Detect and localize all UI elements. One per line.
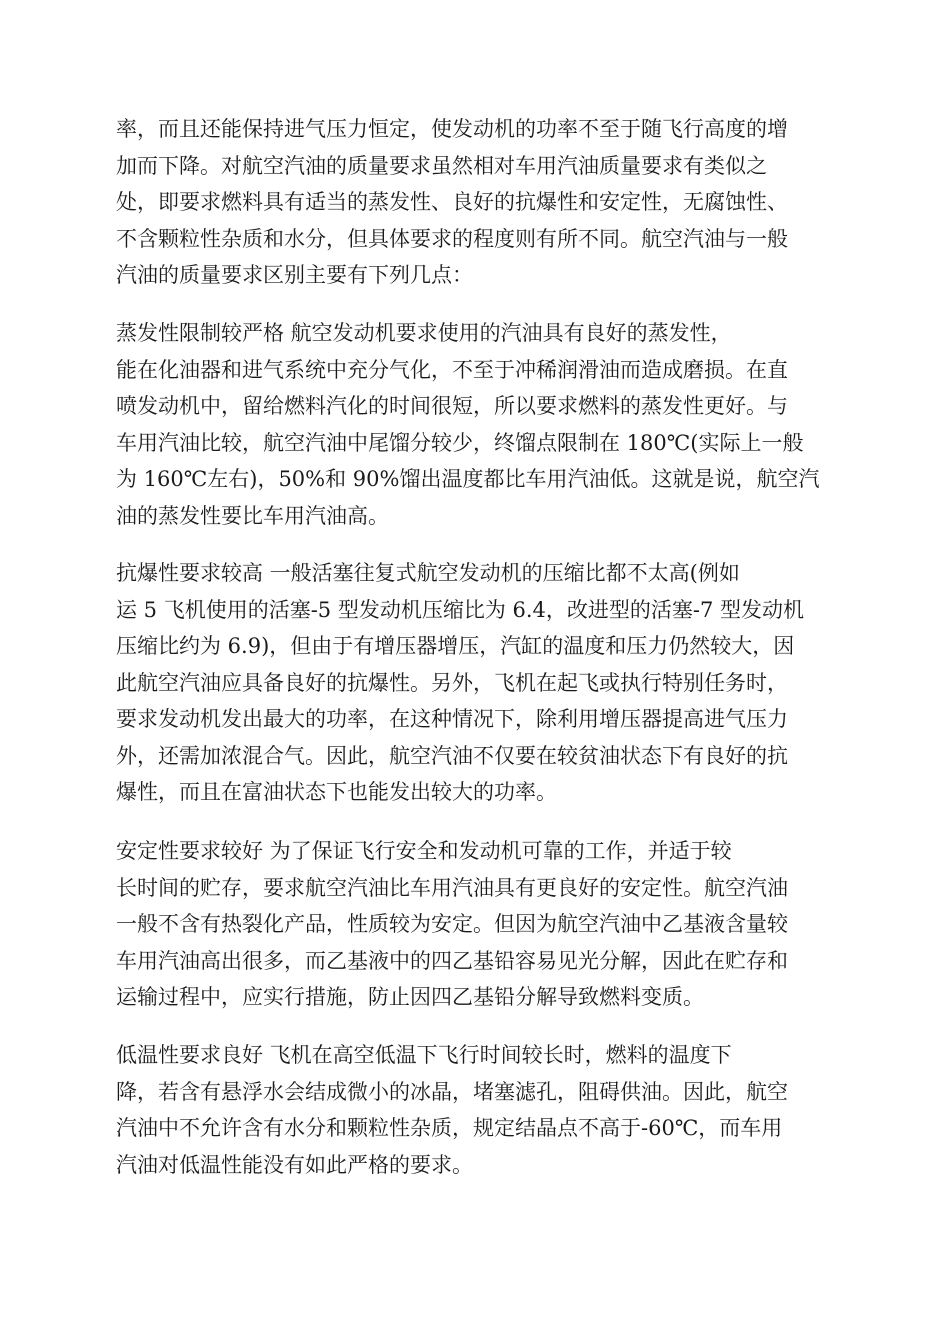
text-line: 降，若含有悬浮水会结成微小的冰晶，堵塞滤孔，阻碍供油。因此，航空 bbox=[116, 1079, 788, 1104]
paragraph-volatility bbox=[116, 315, 836, 534]
text-line: 压缩比约为 6.9)，但由于有增压器增压，汽缸的温度和压力仍然较大，因 bbox=[116, 634, 795, 658]
text-line: 抗爆性要求较高 一般活塞往复式航空发动机的压缩比都不太高(例如 bbox=[116, 561, 740, 585]
text-line: 油的蒸发性要比车用汽油高。 bbox=[116, 503, 389, 528]
text-line: 处，即要求燃料具有适当的蒸发性、良好的抗爆性和安定性，无腐蚀性、 bbox=[116, 190, 788, 214]
text-line: 此航空汽油应具备良好的抗爆性。另外，飞机在起飞或执行特别任务时， bbox=[116, 670, 788, 695]
text-line: 爆性，而且在富油状态下也能发出较大的功率。 bbox=[116, 780, 557, 804]
paragraph-low-temperature bbox=[116, 1037, 836, 1183]
text-line: 汽油中不允许含有水分和颗粒性杂质，规定结晶点不高于-60℃，而车用 bbox=[116, 1116, 783, 1140]
text-line: 率，而且还能保持进气压力恒定，使发动机的功率不至于随飞行高度的增 bbox=[116, 117, 788, 141]
text-line: 外，还需加浓混合气。因此，航空汽油不仅要在较贫油状态下有良好的抗 bbox=[116, 743, 788, 768]
text-line: 运输过程中，应实行措施，防止因四乙基铅分解导致燃料变质。 bbox=[116, 985, 704, 1009]
paragraph-intro-continuation bbox=[116, 111, 836, 294]
text-line: 车用汽油比较，航空汽油中尾馏分较少，终馏点限制在 180℃(实际上一般 bbox=[116, 430, 804, 455]
text-line: 为 160℃左右)，50%和 90%馏出温度都比车用汽油低。这就是说，航空汽 bbox=[116, 467, 820, 491]
text-line: 长时间的贮存，要求航空汽油比车用汽油具有更良好的安定性。航空汽油 bbox=[116, 875, 788, 900]
text-line: 蒸发性限制较严格 航空发动机要求使用的汽油具有良好的蒸发性， bbox=[116, 321, 732, 345]
text-line: 一般不含有热裂化产品，性质较为安定。但因为航空汽油中乙基液含量较 bbox=[116, 912, 788, 936]
text-line: 低温性要求良好 飞机在高空低温下飞行时间较长时，燃料的温度下 bbox=[116, 1043, 732, 1067]
text-line: 汽油对低温性能没有如此严格的要求。 bbox=[116, 1152, 473, 1177]
text-line: 车用汽油高出很多，而乙基液中的四乙基铅容易见光分解，因此在贮存和 bbox=[116, 948, 788, 973]
text-line: 能在化油器和进气系统中充分气化，不至于冲稀润滑油而造成磨损。在直 bbox=[116, 357, 788, 382]
text-line: 汽油的质量要求区别主要有下列几点： bbox=[116, 263, 473, 287]
text-line: 安定性要求较好 为了保证飞行安全和发动机可靠的工作，并适于较 bbox=[116, 839, 732, 863]
text-line: 要求发动机发出最大的功率，在这种情况下，除利用增压器提高进气压力 bbox=[116, 707, 788, 731]
text-line: 加而下降。对航空汽油的质量要求虽然相对车用汽油质量要求有类似之 bbox=[116, 153, 767, 178]
paragraph-stability bbox=[116, 833, 836, 1016]
text-line: 不含颗粒性杂质和水分，但具体要求的程度则有所不同。航空汽油与一般 bbox=[116, 226, 788, 251]
paragraph-antiknock bbox=[116, 555, 836, 811]
text-line: 喷发动机中，留给燃料汽化的时间很短，所以要求燃料的蒸发性更好。与 bbox=[116, 394, 788, 418]
text-line: 运 5 飞机使用的活塞-5 型发动机压缩比为 6.4，改进型的活塞-7 型发动机 bbox=[116, 597, 805, 622]
